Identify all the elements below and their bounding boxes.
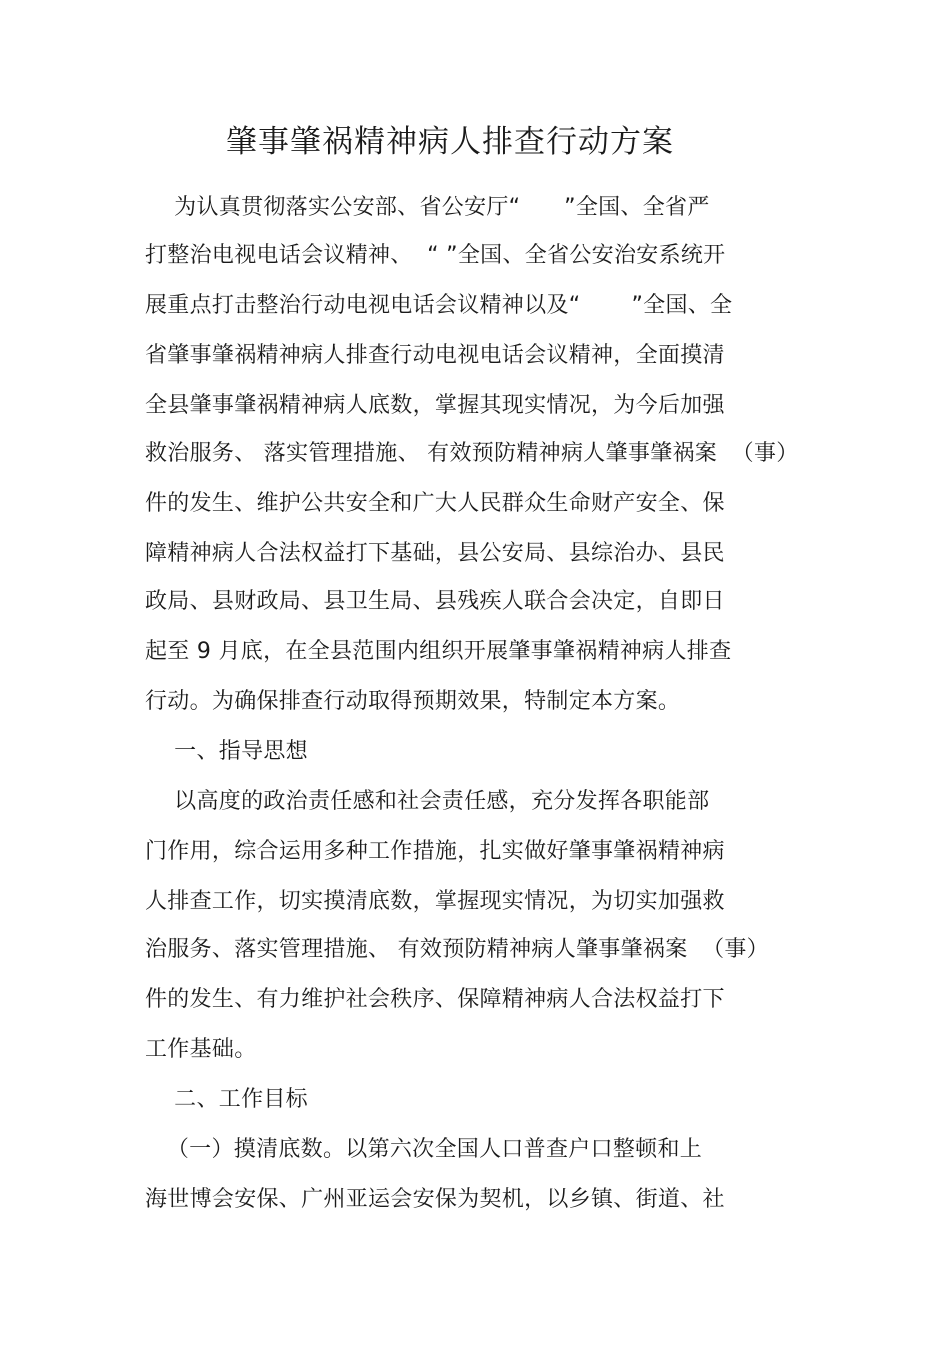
body-line-15: 人排查工作，切实摸清底数，掌握现实情况，为切实加强救	[145, 889, 725, 914]
section-heading-2: 二、工作目标	[145, 1087, 308, 1112]
section-heading-1: 一、指导思想	[145, 739, 308, 764]
body-line-17: 件的发生、有力维护社会秩序、保障精神病人合法权益打下	[145, 987, 725, 1012]
body-line-5: 全县肇事肇祸精神病人底数，掌握其现实情况，为今后加强	[145, 393, 725, 418]
body-line-2: 打整治电视电话会议精神、 “ ”全国、全省公安治安系统开	[145, 243, 726, 268]
body-line-4: 省肇事肇祸精神病人排查行动电视电话会议精神，全面摸清	[145, 343, 725, 368]
body-line-6: 救治服务、 落实管理措施、 有效预防精神病人肇事肇祸案 （事）	[145, 441, 799, 466]
body-line-11: 行动。为确保排查行动取得预期效果，特制定本方案。	[145, 689, 681, 714]
body-line-10: 起至 9 月底，在全县范围内组织开展肇事肇祸精神病人排查	[145, 639, 732, 664]
body-line-8: 障精神病人合法权益打下基础，县公安局、县综治办、县民	[145, 541, 725, 566]
body-line-16: 治服务、落实管理措施、 有效预防精神病人肇事肇祸案 （事）	[145, 937, 769, 962]
body-line-14: 门作用，综合运用多种工作措施，扎实做好肇事肇祸精神病	[145, 839, 725, 864]
body-line-21: 海世博会安保、广州亚运会安保为契机，以乡镇、街道、社	[145, 1187, 725, 1212]
body-line-7: 件的发生、维护公共安全和广大人民群众生命财产安全、保	[145, 491, 725, 516]
body-line-13: 以高度的政治责任感和社会责任感，充分发挥各职能部	[145, 789, 710, 814]
body-line-9: 政局、县财政局、县卫生局、县残疾人联合会决定，自即日	[145, 589, 725, 614]
body-line-20: （一）摸清底数。以第六次全国人口普查户口整顿和上	[145, 1137, 703, 1162]
document-title: 肇事肇祸精神病人排查行动方案	[226, 124, 674, 160]
body-line-1: 为认真贯彻落实公安部、省公安厅“ ”全国、全省严	[145, 195, 710, 220]
body-line-18: 工作基础。	[145, 1037, 257, 1062]
body-line-3: 展重点打击整治行动电视电话会议精神以及“ ”全国、全	[145, 293, 733, 318]
